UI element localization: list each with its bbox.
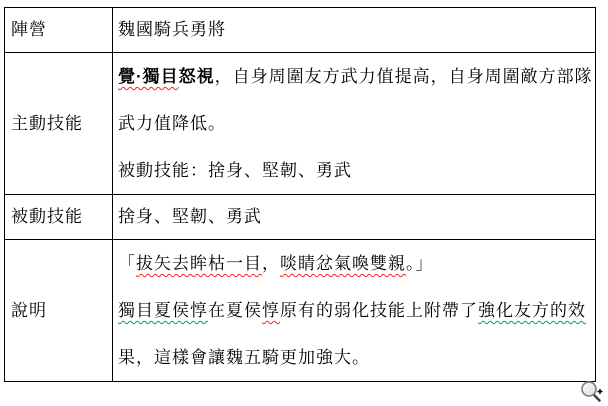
row-label-description: [5, 240, 113, 382]
text-segment: 原有的弱化技能上附帶了: [280, 301, 478, 320]
row-label-text: 陣營: [11, 20, 47, 39]
text-segment: 「: [118, 254, 136, 273]
table-row-description: [5, 240, 596, 382]
text-segment: 被動技能：捨身、堅韌、勇武: [118, 161, 352, 180]
zoom-in-cursor-icon: [574, 375, 605, 405]
text-segment: 武力值降低。: [118, 114, 226, 133]
text-line: [118, 240, 593, 287]
proofing-flagged-text: 惇: [262, 301, 280, 320]
proofing-flagged-text: 強化友方的效: [478, 301, 586, 320]
proofing-flagged-text: 獨目夏侯惇: [118, 301, 208, 320]
table-row-active-skill: [5, 53, 596, 195]
text-line: [118, 287, 593, 334]
text-segment: 捨身、堅韌、勇武: [118, 207, 262, 226]
text-segment: 果，這樣會讓魏五騎更加強大。: [118, 348, 370, 367]
row-label-camp: [5, 8, 113, 53]
text-line: [118, 147, 593, 194]
character-info-table: [4, 7, 596, 382]
row-label-text: 主動技能: [11, 114, 83, 133]
text-segment: ，自身周圍友方武力值提高，自身周圍敵方部隊: [214, 67, 593, 86]
row-value-camp: [113, 8, 596, 53]
row-label-text: 被動技能: [11, 207, 83, 226]
row-label-active-skill: [5, 53, 113, 195]
proofing-flagged-text: 拔矢去眸枯一目: [136, 254, 262, 273]
proofing-flagged-text: 覺·獨目: [118, 67, 179, 86]
table-row-passive-skill: [5, 195, 596, 240]
text-segment: 在夏侯: [208, 301, 262, 320]
row-label-passive-skill: [5, 195, 113, 240]
text-segment: 怒視: [178, 67, 215, 86]
text-segment: 。」: [406, 254, 434, 273]
row-value-description: [113, 240, 596, 382]
row-label-text: 說明: [11, 301, 47, 320]
text-line: [118, 100, 593, 147]
proofing-flagged-text: 啖睛忿氣喚雙親: [280, 254, 406, 273]
row-value-active-skill: [113, 53, 596, 195]
text-line: [118, 334, 593, 381]
table-row-camp: [5, 8, 596, 53]
text-segment: 魏國騎兵勇將: [118, 20, 226, 39]
row-value-passive-skill: [113, 195, 596, 240]
text-segment: ，: [262, 254, 280, 273]
text-line: [118, 10, 593, 50]
text-line: [118, 197, 593, 237]
text-line: [118, 53, 593, 100]
